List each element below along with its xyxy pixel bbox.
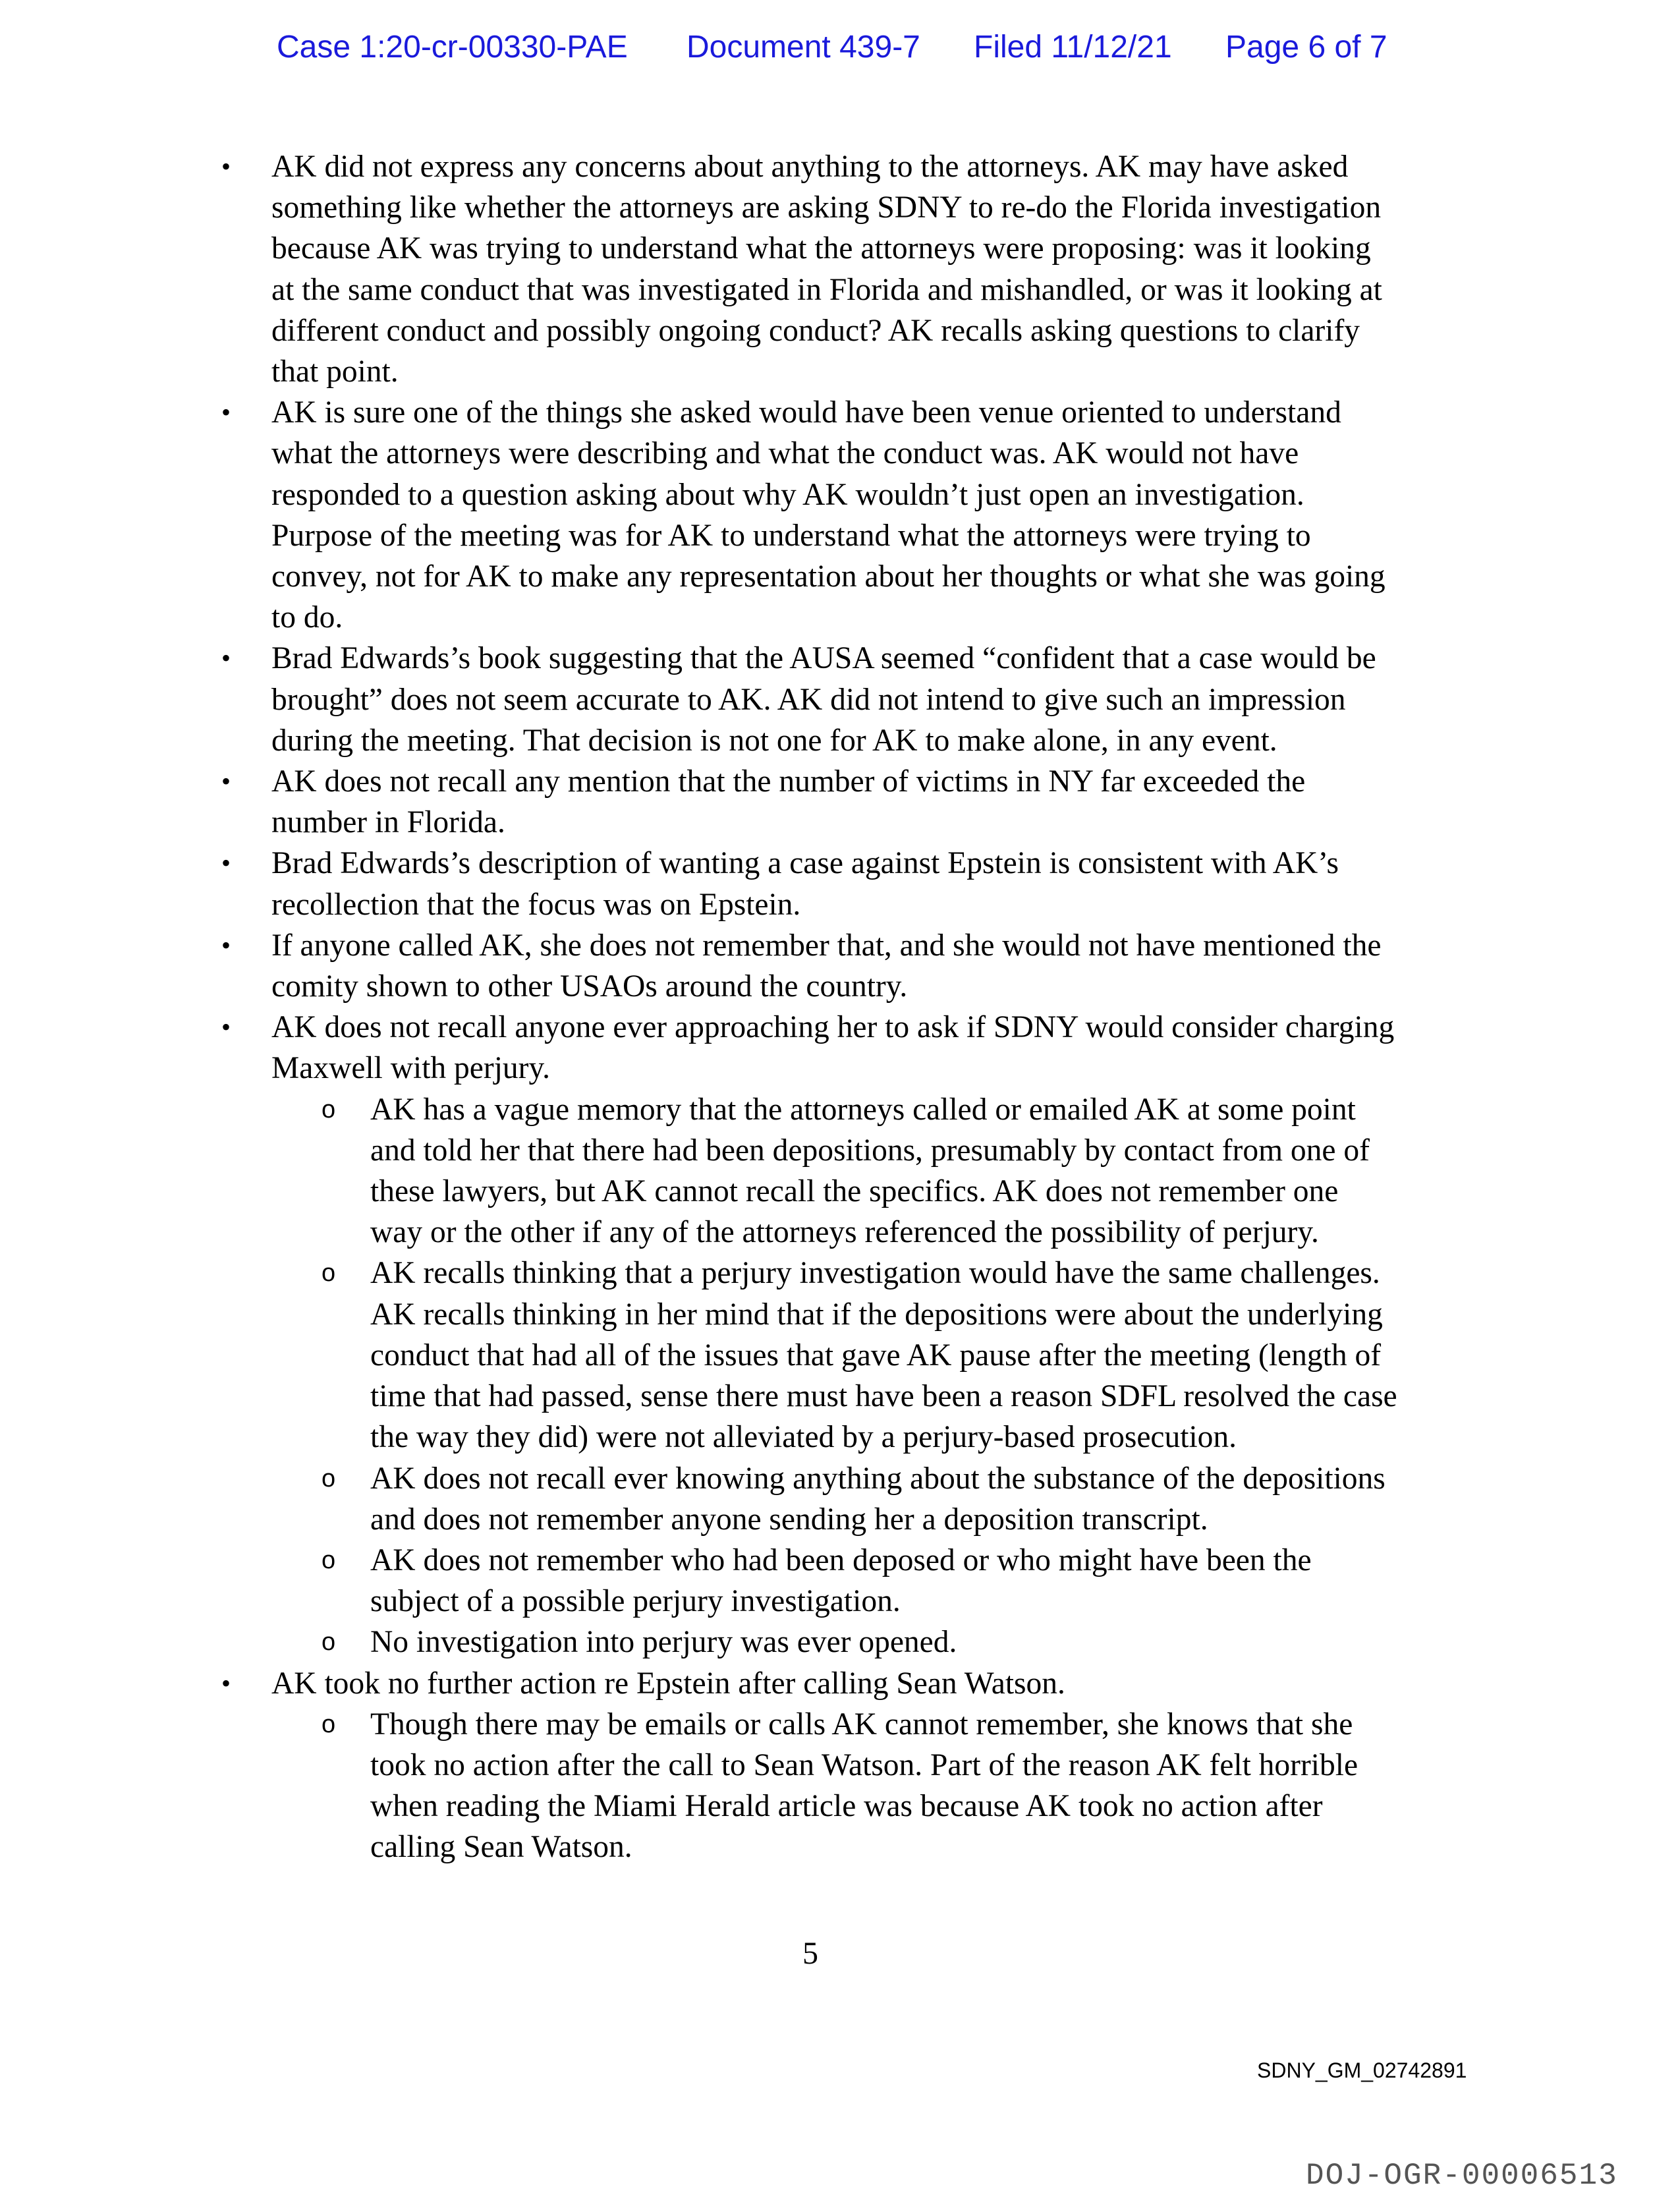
- sub-bullet-item: [0, 1458, 1464, 1540]
- bullet-item: [0, 392, 1457, 638]
- bullet-item: [0, 1663, 1457, 1704]
- text-line: AK is sure one of the things she asked would have been venue oriented to understand: [271, 395, 1341, 430]
- text-line: subject of a possible perjury investigation.: [370, 1584, 901, 1619]
- bullet-circle-icon: o: [322, 1259, 336, 1288]
- text-line: something like whether the attorneys are asking SDNY to re-do the Florida investigation: [271, 190, 1382, 225]
- bullet-item: [0, 925, 1457, 1007]
- text-line: the way they did) were not alleviated by a perjury-based prosecution.: [370, 1420, 1237, 1455]
- bullet-dot-icon: •: [221, 848, 231, 878]
- text-line: during the meeting. That decision is not one for AK to make alone, in any event.: [271, 723, 1277, 758]
- text-line: number in Florida.: [271, 805, 505, 840]
- bullet-dot-icon: •: [221, 643, 231, 673]
- bullet-item: [0, 761, 1457, 843]
- text-line: calling Sean Watson.: [370, 1830, 632, 1865]
- text-line: that point.: [271, 354, 399, 389]
- text-line: Maxwell with perjury.: [271, 1051, 551, 1086]
- document-number: Document 439-7: [686, 30, 920, 65]
- sub-bullet-item: [0, 1704, 1464, 1868]
- text-line: If anyone called AK, she does not remember that, and she would not have mentioned the: [271, 928, 1382, 963]
- bullet-dot-icon: •: [221, 1668, 231, 1698]
- sub-bullet-item: [0, 1622, 1464, 1662]
- text-line: when reading the Miami Herald article was because AK took no action after: [370, 1789, 1323, 1824]
- text-line: and does not remember anyone sending her a deposition transcript.: [370, 1502, 1208, 1537]
- text-line: what the attorneys were describing and what the conduct was. AK would not have: [271, 436, 1299, 471]
- bullet-dot-icon: •: [221, 766, 231, 797]
- bullet-dot-icon: •: [221, 397, 231, 428]
- page-indicator: Page 6 of 7: [1225, 30, 1387, 65]
- bullet-dot-icon: •: [221, 1012, 231, 1042]
- bullet-circle-icon: o: [322, 1546, 336, 1574]
- filed-date: Filed 11/12/21: [974, 30, 1172, 65]
- text-line: AK has a vague memory that the attorneys called or emailed AK at some point: [370, 1092, 1356, 1127]
- text-line: recollection that the focus was on Epstein.: [271, 887, 801, 922]
- text-line: comity shown to other USAOs around the country.: [271, 969, 908, 1004]
- text-line: to do.: [271, 600, 343, 635]
- text-line: way or the other if any of the attorneys referenced the possibility of perjury.: [370, 1215, 1319, 1250]
- text-line: Brad Edwards’s description of wanting a case against Epstein is consistent with AK’s: [271, 846, 1339, 881]
- sub-bullet-item: [0, 1253, 1464, 1458]
- text-line: AK recalls thinking that a perjury investigation would have the same challenges.: [370, 1256, 1380, 1291]
- bullet-item: [0, 638, 1457, 761]
- page-number: 5: [802, 1936, 818, 1971]
- bates-stamp-sdny: SDNY_GM_02742891: [1257, 2058, 1467, 2082]
- sub-bullet-item: [0, 1540, 1464, 1622]
- text-line: different conduct and possibly ongoing conduct? AK recalls asking questions to clarify: [271, 313, 1360, 348]
- text-line: because AK was trying to understand what the attorneys were proposing: was it looking: [271, 231, 1371, 266]
- bullet-circle-icon: o: [322, 1710, 336, 1738]
- text-line: and told her that there had been depositions, presumably by contact from one of: [370, 1133, 1370, 1168]
- text-line: AK took no further action re Epstein after calling Sean Watson.: [271, 1666, 1065, 1701]
- text-line: convey, not for AK to make any representation about her thoughts or what she was going: [271, 559, 1386, 594]
- text-line: Purpose of the meeting was for AK to understand what the attorneys were trying to: [271, 518, 1311, 553]
- bates-stamp-doj: DOJ-OGR-00006513: [1306, 2159, 1618, 2193]
- text-line: No investigation into perjury was ever opened.: [370, 1625, 957, 1660]
- bullet-circle-icon: o: [322, 1464, 336, 1492]
- text-line: AK recalls thinking in her mind that if the depositions were about the underlying: [370, 1297, 1383, 1332]
- text-line: AK does not recall anyone ever approaching her to ask if SDNY would consider charging: [271, 1010, 1395, 1045]
- bullet-item: [0, 1007, 1457, 1089]
- text-line: at the same conduct that was investigated in Florida and mishandled, or was it looking at: [271, 272, 1382, 307]
- text-line: took no action after the call to Sean Watson. Part of the reason AK felt horrible: [370, 1747, 1358, 1782]
- text-line: AK does not remember who had been deposed or who might have been the: [370, 1543, 1312, 1577]
- bullet-dot-icon: •: [221, 930, 231, 960]
- text-line: Though there may be emails or calls AK cannot remember, she knows that she: [370, 1707, 1353, 1742]
- text-line: these lawyers, but AK cannot recall the specifics. AK does not remember one: [370, 1174, 1339, 1209]
- bullet-circle-icon: o: [322, 1628, 336, 1657]
- text-line: conduct that had all of the issues that gave AK pause after the meeting (length of: [370, 1338, 1382, 1373]
- bullet-item: [0, 843, 1457, 924]
- bullet-item: [0, 146, 1457, 392]
- bullet-circle-icon: o: [322, 1095, 336, 1123]
- text-line: Brad Edwards’s book suggesting that the AUSA seemed “confident that a case would be: [271, 641, 1376, 676]
- case-number: Case 1:20-cr-00330-PAE: [277, 30, 628, 65]
- bullet-dot-icon: •: [221, 152, 231, 181]
- text-line: AK does not recall ever knowing anything about the substance of the depositions: [370, 1461, 1386, 1496]
- text-line: AK does not recall any mention that the number of victims in NY far exceeded the: [271, 764, 1306, 799]
- text-line: AK did not express any concerns about anything to the attorneys. AK may have asked: [271, 150, 1349, 184]
- text-line: time that had passed, sense there must have been a reason SDFL resolved the case: [370, 1379, 1397, 1414]
- document-body: [0, 146, 1680, 1868]
- text-line: brought” does not seem accurate to AK. AK did not intend to give such an impression: [271, 682, 1346, 717]
- text-line: responded to a question asking about why AK wouldn’t just open an investigation.: [271, 477, 1304, 512]
- sub-bullet-item: [0, 1089, 1464, 1253]
